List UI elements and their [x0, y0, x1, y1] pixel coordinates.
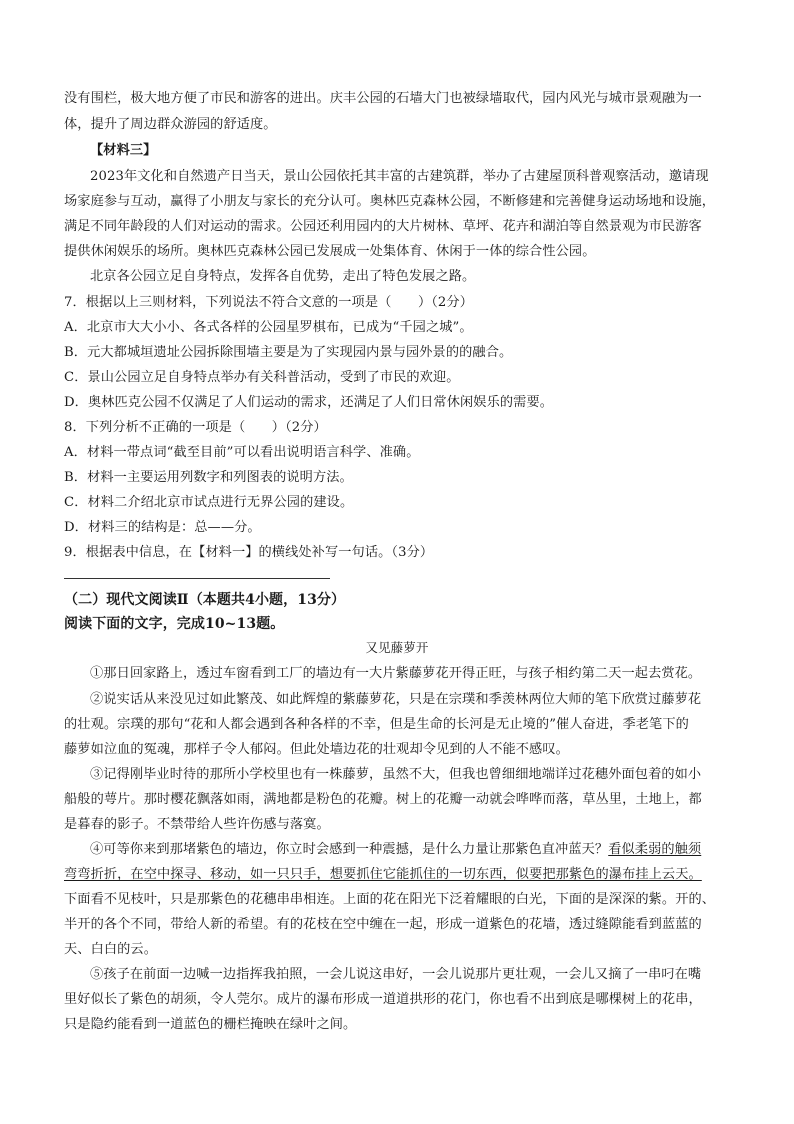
- material-three-heading: 【材料三】: [90, 143, 157, 158]
- material-three-line: 2023年文化和自然遗产日当天，景山公园依托其丰富的古建筑群，举办了古建屋顶科普观察活动，邀请现: [90, 169, 709, 184]
- material-three-line: 场家庭参与互动，赢得了小朋友与家长的充分认可。奥林匹克森林公园，不断修建和完善健身运动场地和设施，: [64, 194, 716, 209]
- material-three-summary: 北京各公园立足自身特点，发挥各自优势，走出了特色发展之路。: [90, 269, 476, 284]
- question-7-option-a: A．北京市大大小小、各式各样的公园星罗棋布，已成为“千园之城”。: [64, 320, 473, 335]
- question-8-option-a: A．材料一带点词“截至目前”可以看出说明语言科学、准确。: [64, 445, 420, 460]
- passage-paragraph-4: 下面看不见枝叶，只是那紫色的花穗串串相连。上面的花在阳光下泛着耀眼的白光，下面的是深深的紫。开的、: [64, 892, 716, 907]
- material-three-line: 提供休闲娱乐的场所。奥林匹克森林公园已发展成一处集体育、休闲于一体的综合性公园。: [64, 244, 596, 259]
- passage-paragraph-4: 半开的各个不同，带给人新的希望。有的花枝在空中缠在一起，形成一道紫色的花墙，透过缝隙能看到蓝蓝的: [64, 917, 702, 932]
- question-8-option-c: C．材料二介绍北京市试点进行无界公园的建设。: [64, 495, 354, 510]
- question-8-option-b: B．材料一主要运用列数字和列图表的说明方法。: [64, 470, 353, 485]
- question-7-stem: 7．根据以上三则材料，下列说法不符合文意的一项是（ ）（2分）: [64, 295, 474, 310]
- passage-paragraph-2: ②说实话从来没见过如此繁茂、如此辉煌的紫藤萝花，只是在宗璞和季羡林两位大师的笔下欣赏过藤萝花: [90, 692, 702, 707]
- question-8-option-d: D．材料三的结构是：总——分。: [64, 520, 261, 535]
- question-7-option-c: C．景山公园立足自身特点举办有关科普活动，受到了市民的欢迎。: [64, 370, 460, 385]
- passage-paragraph-5: ⑤孩子在前面一边喊一边指挥我拍照，一会儿说这串好，一会儿说那片更壮观，一会儿又摘了一串叼在嘴: [90, 967, 702, 982]
- intro-line: 没有围栏，极大地方便了市民和游客的进出。庆丰公园的石墙大门也被绿墙取代，园内风光与城市景观融为一: [64, 91, 702, 106]
- underlined-sentence: 看似柔弱的触须: [608, 842, 702, 857]
- passage-paragraph-5: 里好似长了紫色的胡须，令人莞尔。成片的瀑布形成一道道拱形的花门，你也看不出到底是哪棵树上的花串，: [64, 992, 702, 1007]
- intro-line: 体，提升了周边群众游园的舒适度。: [64, 117, 277, 132]
- passage-paragraph-1: ①那日回家路上，透过车窗看到工厂的墙边有一大片紫藤萝花开得正旺，与孩子相约第二天一起去赏花。: [90, 666, 702, 681]
- passage-paragraph-3: 船般的萼片。那时樱花飘落如雨，满地都是粉色的花瓣。树上的花瓣一动就会哗哗而落，草丛里，土地上，都: [64, 792, 702, 807]
- passage-paragraph-4: 天、白白的云。: [64, 942, 158, 957]
- question-8-stem: 8．下列分析不正确的一项是（ ）（2分）: [64, 420, 327, 435]
- material-three-line: 满足不同年龄段的人们对运动的需求。公园还利用园内的大片树林、草坪、花卉和湖泊等自然景观为市民游客: [64, 219, 702, 234]
- question-7-option-b: B．元大都城垣遗址公园拆除围墙主要是为了实现园内景与园外景的的融合。: [64, 345, 513, 360]
- passage-title: 又见藤萝开: [365, 640, 429, 655]
- underlined-sentence: 弯弯折折，在空中探寻、移动，如一只只手，想要抓住它能抓住的一切东西，似要把那紫色的瀑布挂上云天。: [64, 867, 702, 882]
- passage-paragraph-2: 的壮观。宗璞的那句“花和人都会遇到各种各样的不幸，但是生命的长河是无止境的”催人奋进，季老笔下的: [64, 717, 689, 732]
- passage-paragraph-4: [90, 843, 701, 856]
- paragraph-4-text: ④可等你来到那堵紫色的墙边，你立时会感到一种震撼，是什么力量让那紫色直冲蓝天？: [90, 842, 609, 857]
- section-two-heading: （二）现代文阅读Ⅱ（本题共4小题，13分）: [64, 592, 346, 608]
- passage-paragraph-2: 藤萝如泣血的冤魂，那样子令人郁闷。但此处墙边花的壮观却令见到的人不能不感叹。: [64, 742, 569, 757]
- section-divider: [64, 578, 330, 579]
- question-9-stem: 9．根据表中信息，在【材料一】的横线处补写一句话。（3分）: [64, 545, 434, 560]
- question-7-option-d: D．奥林匹克公园不仅满足了人们运动的需求，还满足了人们日常休闲娱乐的需要。: [64, 395, 554, 410]
- passage-paragraph-3: ③记得刚毕业时待的那所小学校里也有一株藤萝，虽然不大，但我也曾细细地端详过花穗外面包着的如小: [90, 767, 702, 782]
- passage-paragraph-5: 只是隐约能看到一道蓝色的栅栏掩映在绿叶之间。: [64, 1017, 357, 1032]
- passage-paragraph-3: 是暮春的影子。不禁带给人些许伤感与落寞。: [64, 817, 330, 832]
- reading-instruction: 阅读下面的文字，完成10~13题。: [64, 616, 285, 632]
